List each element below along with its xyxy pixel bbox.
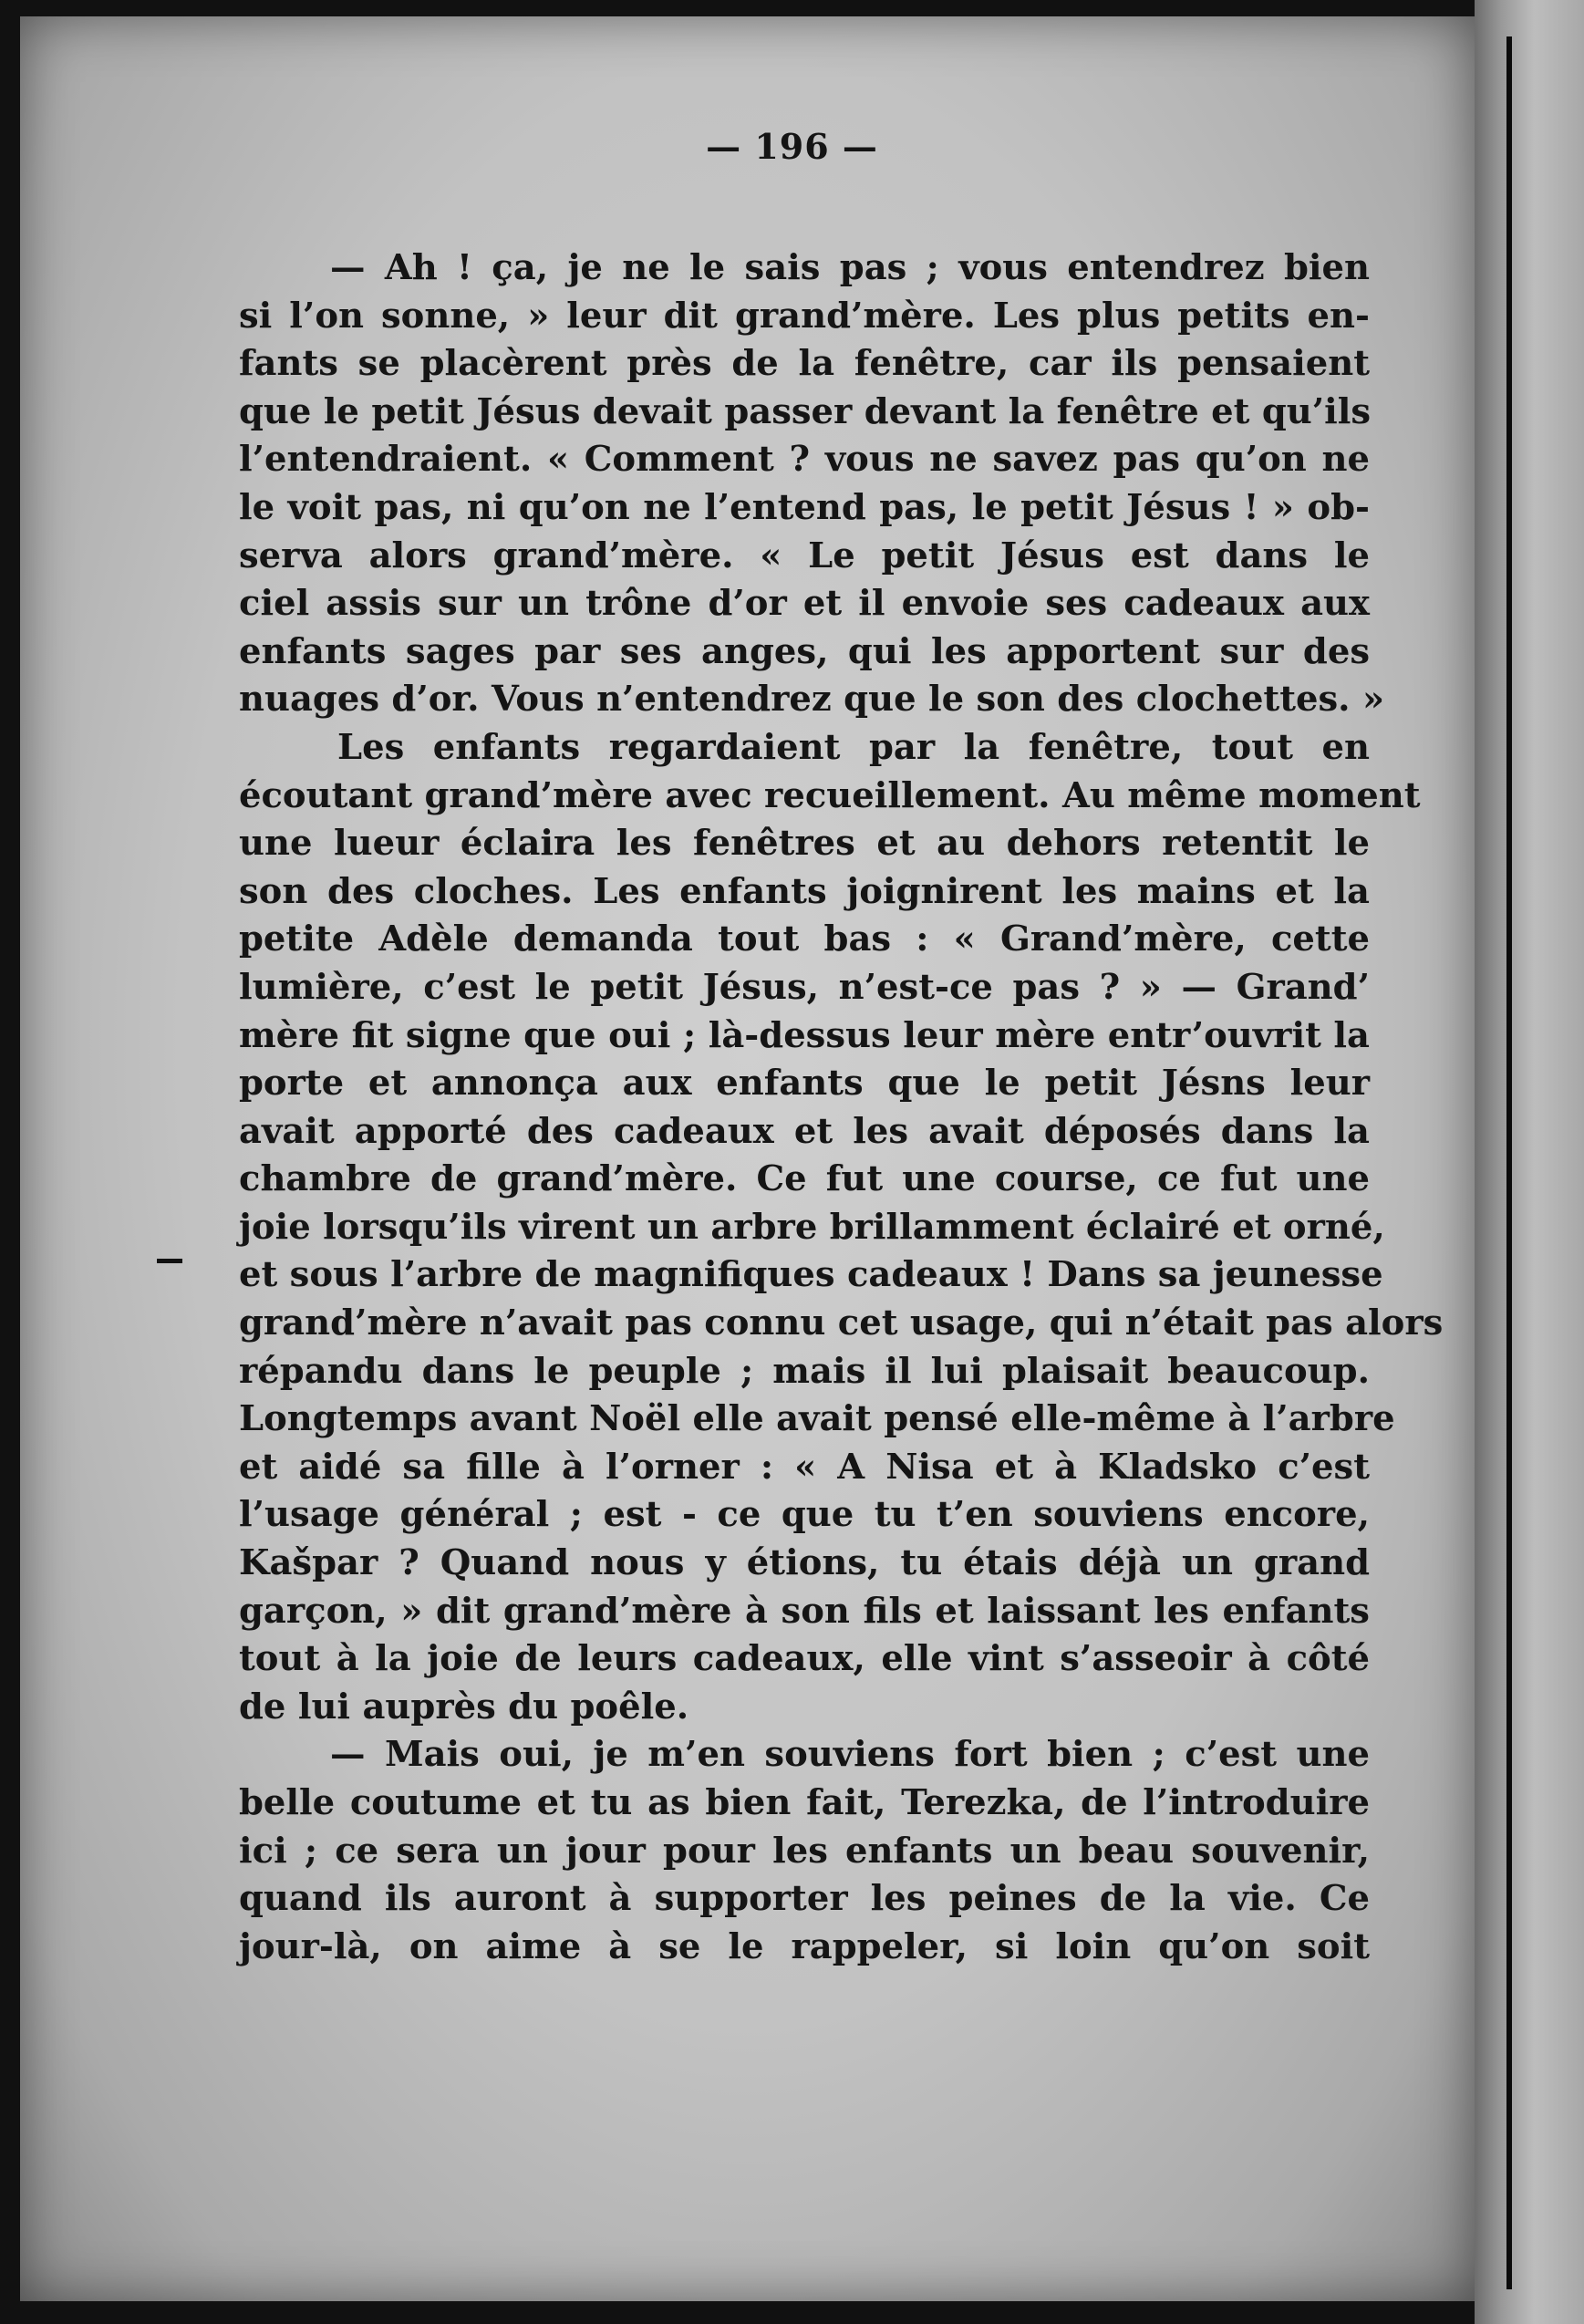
text-line: de lui auprès du poêle. [239,1686,689,1727]
text-line: grand’mère n’avait pas connu cet usage, qui n’était pas alors [239,1302,1444,1344]
text-line: Kašpar ? Quand nous y étions, tu étais déjà un grand [239,1542,1370,1584]
text-line: ici ; ce sera un jour pour les enfants un beau souvenir, [239,1830,1370,1872]
text-line: enfants sages par ses anges, qui les apportent sur des [239,630,1370,672]
text-line: une lueur éclaira les fenêtres et au dehors retentit le [239,823,1370,865]
text-line: — Mais oui, je m’en souviens fort bien ; c’est une [330,1734,1370,1776]
text-line: serva alors grand’mère. « Le petit Jésus est dans le [239,534,1370,576]
text-line: Les enfants regardaient par la fenêtre, tout en [337,726,1370,768]
text-line: ciel assis sur un trône d’or et il envoie ses cadeaux aux [239,583,1370,625]
text-line: — Ah ! ça, je ne le sais pas ; vous entendrez bien [330,247,1370,288]
text-line: belle coutume et tu as bien fait, Terezka, de l’introduire [239,1782,1370,1823]
text-line: fants se placèrent près de la fenêtre, car ils pensaient [239,343,1370,385]
text-line: porte et annonça aux enfants que le petit Jésns leur [239,1063,1370,1105]
binding-edge [1506,36,1512,2289]
text-line: nuages d’or. Vous n’entendrez que le son des clochettes. » [239,679,1385,721]
text-line: joie lorsqu’ils virent un arbre brillamment éclairé et orné, [239,1206,1385,1248]
text-line: son des cloches. Les enfants joignirent les mains et la [239,870,1370,912]
text-line: et sous l’arbre de magnifiques cadeaux ! Dans sa jeunesse [239,1254,1383,1296]
text-line: l’entendraient. « Comment ? vous ne savez pas qu’on ne [239,439,1370,481]
text-line: mère fit signe que oui ; là-dessus leur mère entr’ouvrit la [239,1014,1370,1056]
text-line: le voit pas, ni qu’on ne l’entend pas, le petit Jésus ! » ob- [239,486,1370,528]
text-line: que le petit Jésus devait passer devant la fenêtre et qu’ils [239,390,1372,432]
text-line: petite Adèle demanda tout bas : « Grand’mère, cette [239,918,1370,960]
text-line: garçon, » dit grand’mère à son fils et laissant les enfants [239,1590,1370,1632]
text-line: quand ils auront à supporter les peines de la vie. Ce [239,1878,1370,1920]
body-text [239,244,1444,1971]
text-line: lumière, c’est le petit Jésus, n’est-ce pas ? » — Grand’ [239,966,1370,1008]
text-line: écoutant grand’mère avec recueillement. Au même moment [239,774,1421,816]
text-line: et aidé sa fille à l’orner : « A Nisa et à Kladsko c’est [239,1446,1370,1488]
text-line: si l’on sonne, » leur dit grand’mère. Les plus petits en- [239,295,1370,337]
text-line: Longtemps avant Noël elle avait pensé elle-même à l’arbre [239,1398,1395,1440]
book-gutter [1475,0,1584,2324]
text-line: jour-là, on aime à se le rappeler, si loin qu’on soit [239,1925,1370,1967]
page-number: — 196 — [706,126,878,167]
margin-dash-mark [157,1259,182,1263]
text-line: l’usage général ; est - ce que tu t’en souviens encore, [239,1494,1370,1536]
text-line: répandu dans le peuple ; mais il lui plaisait beaucoup. [239,1350,1370,1392]
text-line: chambre de grand’mère. Ce fut une course, ce fut une [239,1158,1370,1200]
text-line: tout à la joie de leurs cadeaux, elle vint s’asseoir à côté [239,1638,1370,1680]
text-line: avait apporté des cadeaux et les avait déposés dans la [239,1110,1370,1152]
